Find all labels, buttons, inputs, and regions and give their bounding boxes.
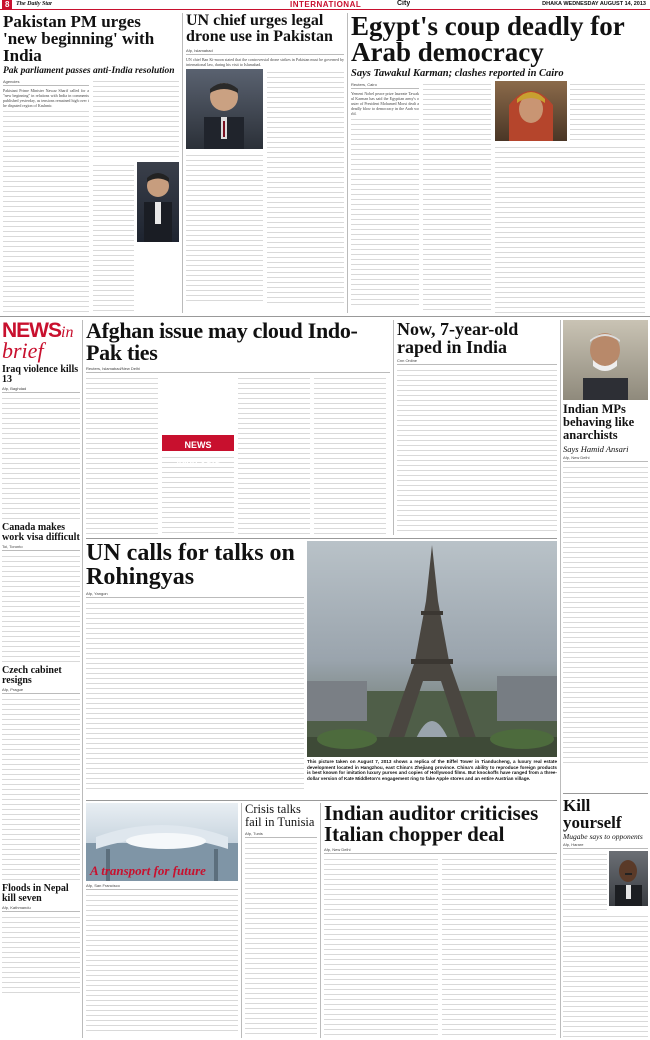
body-filler bbox=[563, 851, 607, 911]
photo-caption bbox=[307, 759, 557, 797]
body-filler bbox=[2, 553, 80, 663]
body-filler bbox=[86, 600, 304, 790]
body-filler bbox=[324, 856, 438, 1036]
story-headline: Now, 7-year-old raped in India bbox=[397, 320, 519, 357]
news-in-brief bbox=[2, 320, 80, 1038]
body-filler bbox=[442, 856, 556, 1036]
page-number: 8 bbox=[2, 0, 12, 9]
story-byline: Agencies bbox=[3, 79, 89, 86]
story-byline: Reuters, Cairo bbox=[351, 82, 419, 89]
body-filler bbox=[245, 840, 317, 1035]
hyperloop-photo bbox=[86, 803, 238, 881]
story-headline: Afghan issue may cloud Indo-Pak ties bbox=[86, 320, 358, 365]
story-egypt bbox=[351, 13, 647, 313]
body-filler bbox=[238, 375, 310, 535]
body-filler bbox=[3, 108, 89, 313]
body-filler bbox=[314, 375, 386, 535]
story-afghan bbox=[86, 320, 390, 535]
body-filler bbox=[2, 914, 80, 994]
story-subhead: Says Hamid Ansari bbox=[563, 444, 629, 454]
hamid-ansari-photo bbox=[563, 320, 648, 400]
body-filler bbox=[563, 913, 648, 1038]
brief-headline: Canada makes work visa difficult bbox=[2, 522, 80, 543]
story-byline: Afp, New Delhi bbox=[563, 455, 648, 462]
body-filler bbox=[397, 367, 557, 535]
brief-headline: Iraq violence kills 13 bbox=[2, 364, 79, 385]
story-rohingya bbox=[86, 541, 304, 797]
tawakul-karman-photo bbox=[495, 81, 567, 141]
body-filler bbox=[2, 395, 80, 520]
brief-label bbox=[2, 320, 80, 361]
body-filler bbox=[93, 78, 179, 160]
body-filler bbox=[423, 81, 491, 313]
story-subhead: Says Tawakul Karman; clashes reported in Cairo bbox=[351, 68, 564, 79]
brief-item bbox=[2, 365, 80, 520]
story-un-drone bbox=[186, 13, 344, 313]
brief-item bbox=[2, 666, 80, 881]
story-headline: UN chief urges legal drone use in Pakistan bbox=[186, 13, 333, 45]
body-filler bbox=[351, 116, 419, 306]
city-label: City bbox=[397, 0, 411, 7]
story-headline: Indian MPs behaving like anarchists bbox=[563, 402, 635, 442]
story-headline: Indian auditor criticises Italian chopper deal bbox=[324, 803, 539, 846]
body-filler bbox=[186, 152, 263, 302]
story-byline: Afp, Harare bbox=[563, 842, 648, 849]
brief-item bbox=[2, 884, 80, 994]
brief-byline: Afp, Kathmandu bbox=[2, 905, 80, 912]
story-subhead: Mugabe says to opponents bbox=[563, 832, 643, 841]
transport-headline: A transport for future bbox=[90, 863, 206, 878]
story-indian-mps bbox=[563, 320, 648, 790]
story-byline: Afp, San Francisco bbox=[86, 883, 238, 890]
story-lead: Yemeni Nobel peace prize laureate Tawakul Karman has said the Egyptian army's ouster of President Mohamed Morsi dealt a deadly blow to democracy in the Arab world. bbox=[351, 91, 419, 116]
story-chopper bbox=[324, 803, 557, 1038]
story-byline: Afp, Islamabad bbox=[186, 48, 344, 55]
story-headline: Pakistan PM urges 'new beginning' with India bbox=[3, 13, 155, 65]
brief-byline: Toi, Toronto bbox=[2, 544, 80, 551]
story-india-rape bbox=[397, 320, 557, 535]
body-filler bbox=[86, 892, 238, 1032]
ban-ki-moon-photo bbox=[186, 69, 263, 149]
brief-byline: Afp, Baghdad bbox=[2, 386, 80, 393]
brief-label-in: in bbox=[61, 324, 74, 341]
mugabe-photo bbox=[609, 851, 648, 906]
brief-label-brief: brief bbox=[2, 338, 44, 363]
eiffel-replica-photo bbox=[307, 541, 557, 757]
story-byline: Reuters, Islamabad/New Delhi bbox=[86, 366, 390, 373]
body-filler bbox=[2, 696, 80, 881]
news-analysis-label: NEWS ANALYSIS bbox=[175, 440, 221, 468]
story-subhead: Pak parliament passes anti-India resolution bbox=[3, 66, 175, 76]
story-lead: UN chief Ban Ki-moon stated that the controversial drone strikes in Pakistan must be governed by international law, during his visit to Islamabad. bbox=[186, 57, 344, 67]
story-transport bbox=[86, 803, 238, 1038]
brief-byline: Afp, Prague bbox=[2, 687, 80, 694]
masthead: The Daily Star bbox=[16, 1, 53, 7]
brief-label-news: NEWS bbox=[2, 320, 61, 342]
nawaz-sharif-photo bbox=[137, 162, 179, 242]
photo-caption-text: This picture taken on August 7, 2013 shows a replica of the Eiffel Tower in Tianducheng, a luxury real estate development located in Hangzhou, east China's Zhejiang province. China's ability to reproduce foreign products is best known for imitation luxury purses and copies of Hollywood films. But knockoffs have ranged from a three-dollar version of Kate Middleton's engagement ring to fake Apple stores and an entire Austrian village. bbox=[307, 759, 557, 781]
dateline: DHAKA WEDNESDAY AUGUST 14, 2013 bbox=[542, 1, 646, 7]
brief-headline: Czech cabinet resigns bbox=[2, 665, 62, 686]
story-headline: Egypt's coup deadly for Arab democracy bbox=[351, 13, 625, 67]
body-filler bbox=[563, 464, 648, 764]
story-byline: Cnn Online bbox=[397, 358, 557, 365]
story-headline: UN calls for talks on Rohingyas bbox=[86, 541, 295, 590]
news-analysis-badge bbox=[162, 435, 234, 468]
story-mugabe bbox=[563, 797, 648, 1038]
story-headline: Crisis talks fail in Tunisia bbox=[245, 803, 315, 829]
header-bar bbox=[0, 0, 650, 10]
story-headline: Kill yourself bbox=[563, 797, 622, 832]
body-filler bbox=[86, 375, 158, 535]
brief-headline: Floods in Nepal kill seven bbox=[2, 883, 69, 904]
story-byline: Afp, Tunis bbox=[245, 831, 317, 838]
story-lead: Pakistani Prime Minister Nawaz Sharif called for a "new beginning" in relations with India in comments published yesterday, as tensions remained high over the disputed region of Kashmir. bbox=[3, 88, 89, 108]
section-label: INTERNATIONAL bbox=[290, 0, 362, 9]
body-filler bbox=[495, 144, 645, 313]
story-tunisia bbox=[245, 803, 317, 1038]
brief-item bbox=[2, 523, 80, 663]
story-byline: Afp, Yangon bbox=[86, 591, 304, 598]
story-byline: Afp, New Delhi bbox=[324, 847, 557, 854]
body-filler bbox=[267, 69, 344, 304]
story-pakistan-pm bbox=[3, 13, 179, 313]
